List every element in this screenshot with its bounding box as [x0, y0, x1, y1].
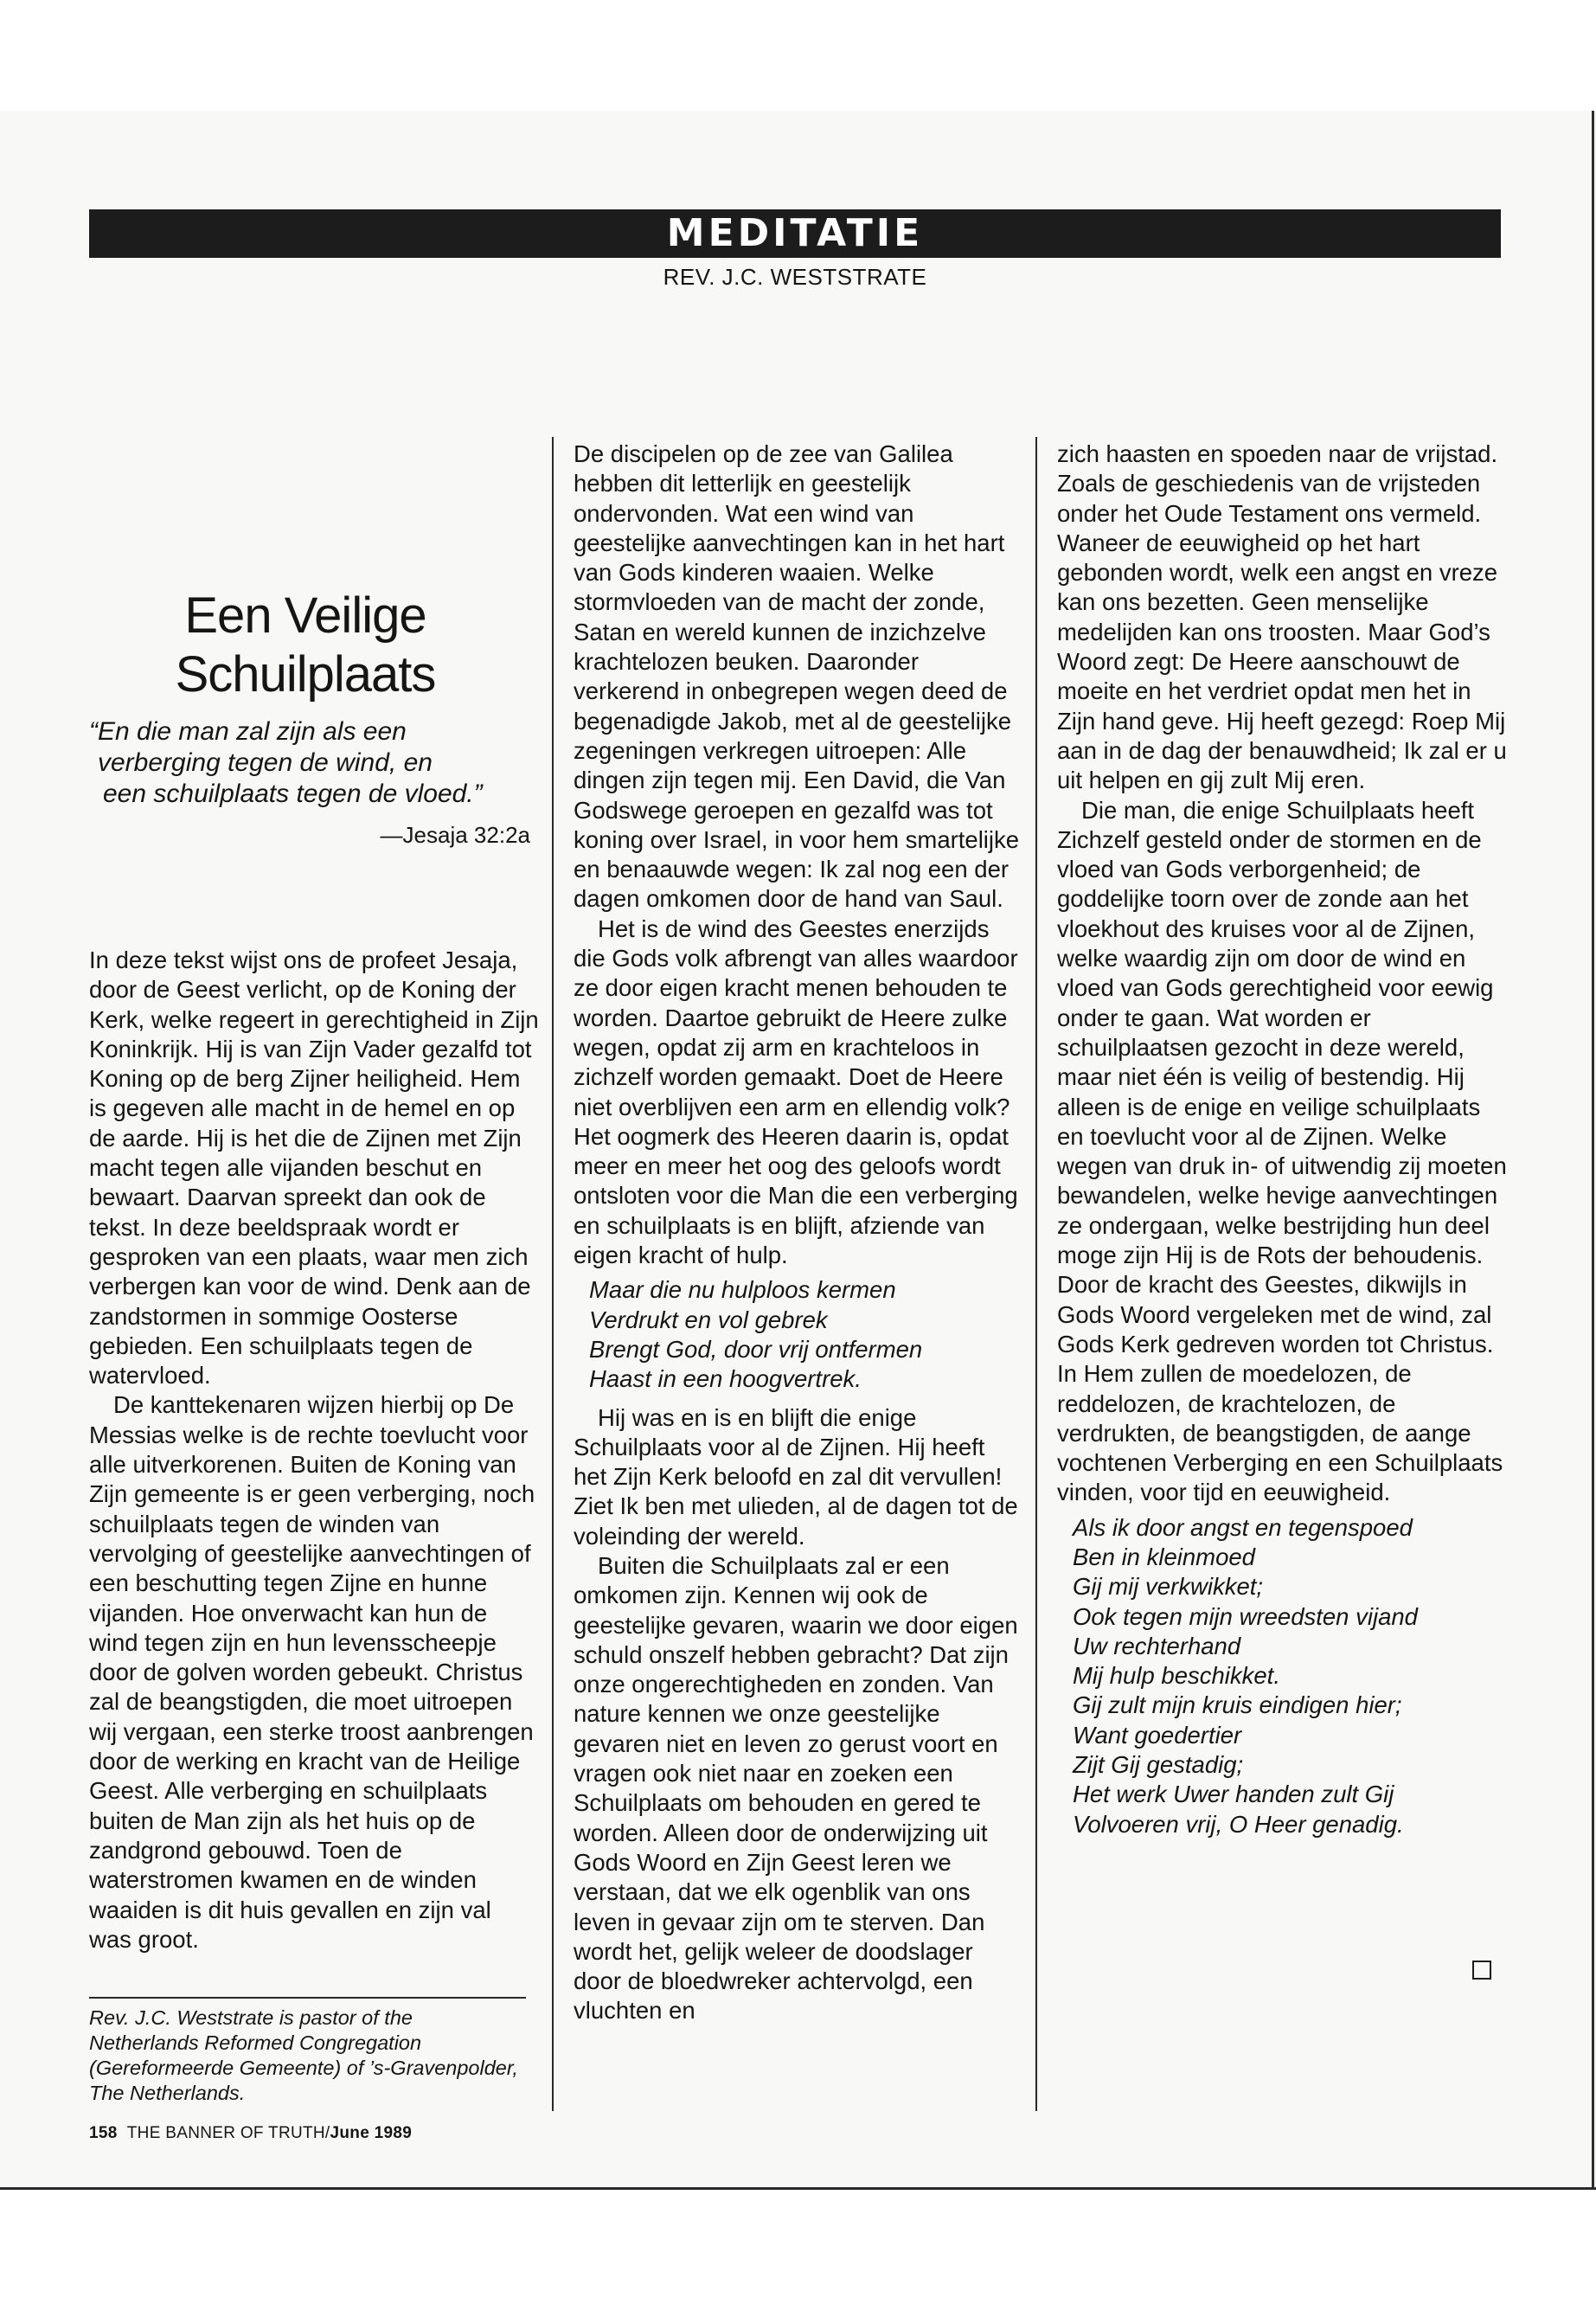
epigraph-quote — [89, 716, 522, 810]
paragraph: Die man, die enige Schuilplaats heeft Zichzelf gesteld onder de stormen en de vloed van Gods verborgenheid; de goddelijke toorn over de zonde aan het vloekhout des kruises voor al de Zijnen, welke waardig zijn om door de wind en vloed van Gods gerechtigheid voor eewig onder te gaan. Wat worden er schuilplaatsen gezocht in deze wereld, maar niet één is veilig of bestendig. Hij alleen is de enige en veilige schuilplaats en toevlucht voor al de Zijnen. Welke wegen van druk in- of uitwendig zij moeten bewandelen, welke hevige aanvechtingen ze ondergaan, welke bestrijding hun deel moge zijn Hij is de Rots der behoudenis. Door de kracht des Geestes, dikwijls in Gods Woord vergeleken met de wind, zal Gods Kerk gedreven worden tot Christus. In Hem zullen de moedelozen, de reddelozen, de krachtelozen, de verdrukten, de beangstigden, de aange vochtenen Verberging en een Schuilplaats vinden, voor tijd en eeuwigheid. — [1057, 796, 1507, 1506]
text-column-1 — [89, 946, 539, 1954]
epigraph-reference: —Jesaja 32:2a — [380, 822, 530, 848]
page-number: 158 — [89, 2124, 118, 2142]
paragraph: Het is de wind des Geestes enerzijds die Gods volk afbrengt van alles waardoor ze door eigen kracht menen behouden te worden. Daartoe gebruikt de Heere zulke wegen, opdat zij arm en krachteloos in zichzelf worden gemaakt. Doet de Heere niet overblijven een arm en ellendig volk? Het oogmerk des Heeren daarin is, opdat meer en meer het oog des geloofs wordt ontsloten voor die Man die een verberging en schuilplaats is en blijft, afziende van eigen kracht of hulp. — [574, 915, 1018, 1269]
paragraph: zich haasten en spoeden naar de vrijstad. Zoals de geschiedenis van de vrijsteden onder het Oude Testament ons vermeld. Waneer de eeuwigheid op het hart gebonden wordt, welk een angst en vreze kan ons bezetten. Geen menselijke medelijden kan ons troosten. Maar God’s Woord zegt: De Heere aanschouwt de moeite en het verdriet opdat men het in Zijn hand geve. Hij heeft gezegd: Roep Mij aan in de dag der benauwdheid; Ik zal er u uit helpen en gij zult Mij eren. — [1057, 440, 1507, 794]
paragraph: In deze tekst wijst ons de profeet Jesaja, door de Geest verlicht, op de Koning der Kerk, welke regeert in gerechtigheid in Zijn Koninkrijk. Hij is van Zijn Vader gezalfd tot Koning op de berg Zijner heiligheid. Hem is gegeven alle macht in de hemel en op de aarde. Hij is het die de Zijnen met Zijn macht tegen alle vijanden beschut en bewaart. Daarvan spreekt dan ook de tekst. In deze beeldspraak wordt er gesproken van een plaats, waar men zich verbergen kan voor de wind. Denk aan de zandstormen in sommige Oosterse gebieden. Een schuilplaats tegen de watervloed. — [89, 947, 539, 1389]
poem-line: Verdrukt en vol gebrek — [589, 1306, 828, 1333]
poem-stanza — [589, 1275, 1023, 1394]
publication-name: THE BANNER OF TRUTH — [126, 2124, 325, 2142]
paragraph: De kanttekenaren wijzen hierbij op De Messias welke is de rechte toevlucht voor alle uitverkorenen. Buiten de Koning van Zijn gemeente is er geen verberging, noch schuilplaats tegen de winden van vervolging of geestelijke aanvechtingen of een beschutting tegen Zijne en hunne vijanden. Hoe onverwacht kan hun de wind tegen zijn en hun levensscheepje door de golven worden gebeukt. Christus zal de beangstigden, die moet uitroepen wij vergaan, een sterke troost aanbrengen door de werking en kracht van de Heilige Geest. Alle verberging en schuilplaats buiten de Man zijn als het huis op de zandgrond gebouwd. Toen de waterstromen kwamen en de winden waaiden is dit huis gevallen en zijn val was groot. — [89, 1391, 535, 1953]
poem-line: Het werk Uwer handen zult Gij — [1073, 1781, 1394, 1808]
scan-top-margin — [0, 0, 1596, 111]
epigraph-line: “En die man zal zijn als een — [89, 717, 407, 746]
end-of-article-mark — [1472, 1961, 1491, 1980]
paragraph: Hij was en is en blijft die enige Schuilplaats voor al de Zijnen. Hij heeft het Zijn Kerk beloofd en zal dit vervullen! Ziet Ik ben met ulieden, al de dagen tot de voleinding der wereld. — [574, 1403, 1018, 1550]
scan-bottom-margin — [0, 2187, 1596, 2304]
poem-line: Brengt God, door vrij ontfermen — [589, 1335, 923, 1363]
poem-line: Zijt Gij gestadig; — [1073, 1751, 1244, 1779]
author-footnote: Rev. J.C. Weststrate is pastor of the Netherlands Reformed Congregation (Gereformeerde Gemeente) of ’s-Gravenpolder, The Netherlands. — [89, 2006, 518, 2104]
column-divider — [1035, 437, 1037, 2111]
paragraph: De discipelen op de zee van Galilea hebben dit letterlijk en geestelijk ondervonden. Wat een wind van geestelijke aanvechtingen kan in het hart van Gods kinderen waaien. Welke stormvloeden van de macht der zonde, Satan en wereld kunnen de inzichzelve krachtelozen beuken. Daaronder verkerend in onbegrepen wegen deed de begenadigde Jakob, met al de geestelijke zegeningen verkregen uitroepen: Alle dingen zijn tegen mij. Een David, die Van Godswege geroepen en gezalfd was tot koning over Israel, in voor hem smartelijke en benaauwde wegen: Ik zal nog een der dagen omkomen door de hand van Saul. — [574, 440, 1020, 913]
poem-line: Want goedertier — [1073, 1721, 1242, 1749]
folio-separator: / — [324, 2124, 330, 2142]
issue-date: June 1989 — [330, 2124, 413, 2142]
article-title — [89, 587, 522, 704]
poem-stanza — [1073, 1513, 1507, 1839]
poem-line: Maar die nu hulploos kermen — [589, 1276, 896, 1304]
page-footer — [89, 2124, 412, 2143]
column-divider — [552, 437, 554, 2111]
poem-line: Gij zult mijn kruis eindigen hier; — [1073, 1691, 1402, 1719]
poem-line: Mij hulp beschikket. — [1073, 1662, 1280, 1690]
poem-line: Ben in kleinmoed — [1073, 1543, 1255, 1570]
epigraph-line: verberging tegen de wind, en — [98, 748, 433, 777]
paragraph: Buiten die Schuilplaats zal er een omkomen zijn. Kennen wij ook de geestelijke gevaren, waarin we door eigen schuld onszelf hebben gebracht? Dat zijn onze ongerechtigheden en zonden. Van nature kennen we onze geestelijke gevaren niet en leven zo gerust voort en vragen ook niet naar en zoeken een Schuilplaats om behouden en gered te worden. Alleen door de onderwijzing uit Gods Woord en Zijn Geest leren we verstaan, dat we elk ogenblik van ons leven in gevaar zijn om te sterven. Dan wordt het, gelijk weleer de doodslager door de bloedwreker achtervolgd, een vluchten en — [574, 1551, 1018, 2025]
poem-line: Uw rechterhand — [1073, 1632, 1241, 1659]
poem-line: Ook tegen mijn wreedsten vijand — [1073, 1602, 1418, 1630]
poem-line: Haast in een hoogvertrek. — [589, 1365, 862, 1393]
footnote-rule — [89, 1997, 526, 1999]
poem-line: Volvoeren vrij, O Heer genadig. — [1073, 1810, 1404, 1838]
poem-line: Gij mij verkwikket; — [1073, 1573, 1264, 1601]
author-byline: REV. J.C. WESTSTRATE — [663, 264, 927, 290]
epigraph-line: een schuilplaats tegen de vloed.” — [103, 780, 483, 808]
section-title: MEDITATIE — [666, 211, 924, 255]
text-column-3 — [1057, 440, 1507, 1839]
section-banner — [89, 209, 1501, 258]
text-column-2 — [574, 440, 1023, 2026]
article-title-line-2: Schuilplaats — [175, 646, 436, 703]
poem-line: Als ik door angst en tegenspoed — [1073, 1513, 1413, 1541]
article-title-line-1: Een Veilige — [184, 587, 426, 644]
